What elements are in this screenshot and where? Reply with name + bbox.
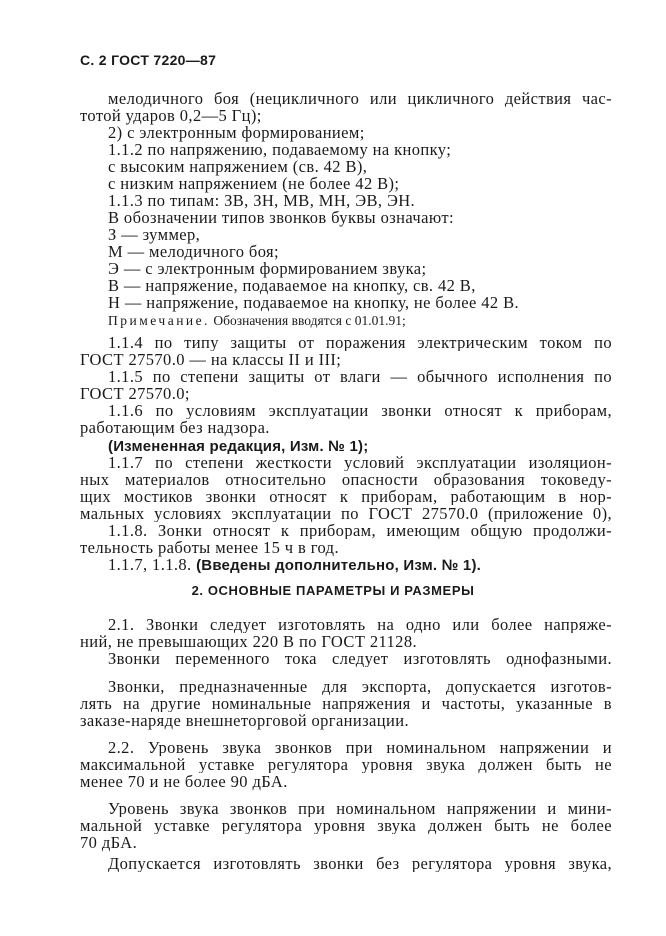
line-text: З — зуммер, [108,225,201,244]
line-text: ных материалов относительно опасности образования токоведу- [80,471,612,488]
note [108,313,406,329]
text-line [108,739,612,756]
line-text: 1.1.8. Зонки относят к приборам, имеющим общую продолжи- [108,522,612,539]
text-line [80,505,612,522]
text-line [108,855,612,872]
line-text: 2) с электронным формированием; [108,123,365,142]
line-text: ний, не превышающих 220 В по ГОСТ 21128. [80,632,417,651]
line-text: ГОСТ 27570.0; [80,384,190,403]
text-line [108,522,612,539]
line-text: лять на другие номинальные напряжения и частоты, указанные в [80,695,612,712]
section-heading: 2. ОСНОВНЫЕ ПАРАМЕТРЫ И РАЗМЕРЫ [191,583,475,598]
text-line [108,650,612,667]
note-text: Обозначения вводятся с 01.01.91; [210,313,406,328]
line-text: максимальной уставке регулятора уровня звука должен быть не [80,756,612,773]
line-text: 2.1. Звонки следует изготовлять на одно или более напряже- [108,616,612,633]
line-text: менее 70 и не более 90 дБА. [80,772,288,791]
line-text: Звонки переменного тока следует изготовлять однофазными. [108,650,612,667]
text-line [108,226,200,243]
line-text: 1.1.5 по степени защиты от влаги — обычного исполнения по [108,368,612,385]
text-line [108,678,612,695]
line-text: 70 дБА. [80,833,138,852]
line-text: щих мостиков звонки относят к приборам, работающим в нор- [80,488,612,505]
line-text: М — мелодичного боя; [108,242,280,261]
line-text: 2.2. Уровень звука звонков при номинальном напряжении и [108,739,612,756]
line-text: тотой ударов 0,2—5 Гц); [80,106,262,125]
text-line [108,616,612,633]
page-header: С. 2 ГОСТ 7220—87 [80,52,217,68]
text-line [80,419,270,436]
text-line [108,334,612,351]
text-line [108,437,368,455]
text-line [108,158,367,175]
text-line [108,141,451,158]
line-text: работающим без надзора. [80,418,270,437]
text-line [80,695,612,712]
line-text: ГОСТ 27570.0 — на классы II и III; [80,350,342,369]
text-line [108,124,365,141]
line-text: 1.1.4 по типу защиты от поражения электрическим током по [108,334,612,351]
text-line [108,800,612,817]
line-text: Допускается изготовлять звонки без регулятора уровня звука, [108,855,612,872]
text-line [108,90,612,107]
text-line [80,773,288,790]
text-line [80,351,341,368]
text-line [80,488,612,505]
line-text: Уровень звука звонков при номинальном напряжении и мини- [108,800,612,817]
line-text: Звонки, предназначенные для экспорта, допускается изготов- [108,678,612,695]
text-line [80,471,612,488]
text-line [108,243,279,260]
text-line [80,633,417,650]
text-line [108,294,519,311]
text-line [108,556,481,574]
text-line [80,756,612,773]
text-line [80,817,612,834]
text-line [108,209,454,226]
line-text: 1.1.7 по степени жесткости условий эксплуатации изоляцион- [108,454,612,471]
text-line [108,192,415,209]
line-text: с высоким напряжением (св. 42 В), [108,157,368,176]
line-text: 1.1.6 по условиям эксплуатации звонки относят к приборам, [108,402,612,419]
line-text: 1.1.3 по типам: ЗВ, ЗН, МВ, МН, ЭВ, ЭН. [108,191,416,210]
text-line [80,712,409,729]
line-text: тельность работы менее 15 ч в год. [80,538,339,557]
line-text: мальных условиях эксплуатации по ГОСТ 27570.0 (приложение 0), [80,505,612,522]
text-line [108,175,399,192]
bold-text: (Измененная редакция, Изм. № 1); [108,438,369,455]
text-line [80,834,137,851]
note-label: Примечание. [108,313,211,328]
line-text: заказе-наряде внешнеторговой организации. [80,711,409,730]
text-line [108,402,612,419]
text-line [80,539,339,556]
line-text: Э — с электронным формированием звука; [108,259,427,278]
text-line [108,454,612,471]
line-text: В — напряжение, подаваемое на кнопку, св. 42 В, [108,276,476,295]
text-line [108,368,612,385]
line-text: мелодичного боя (нецикличного или цикличного действия час- [108,90,612,107]
line-text: 1.1.7, 1.1.8. [108,555,197,574]
line-text: 1.1.2 по напряжению, подаваемому на кнопку; [108,140,452,159]
text-line [108,277,476,294]
line-text: мальной уставке регулятора уровня звука должен быть не более [80,817,612,834]
text-line [80,107,262,124]
line-text: Н — напряжение, подаваемое на кнопку, не более 42 В. [108,293,519,312]
text-line [80,385,190,402]
text-line [108,260,426,277]
line-text: В обозначении типов звонков буквы означают: [108,208,454,227]
line-text: с низким напряжением (не более 42 В); [108,174,400,193]
bold-text: (Введены дополнительно, Изм. № 1). [196,557,482,574]
